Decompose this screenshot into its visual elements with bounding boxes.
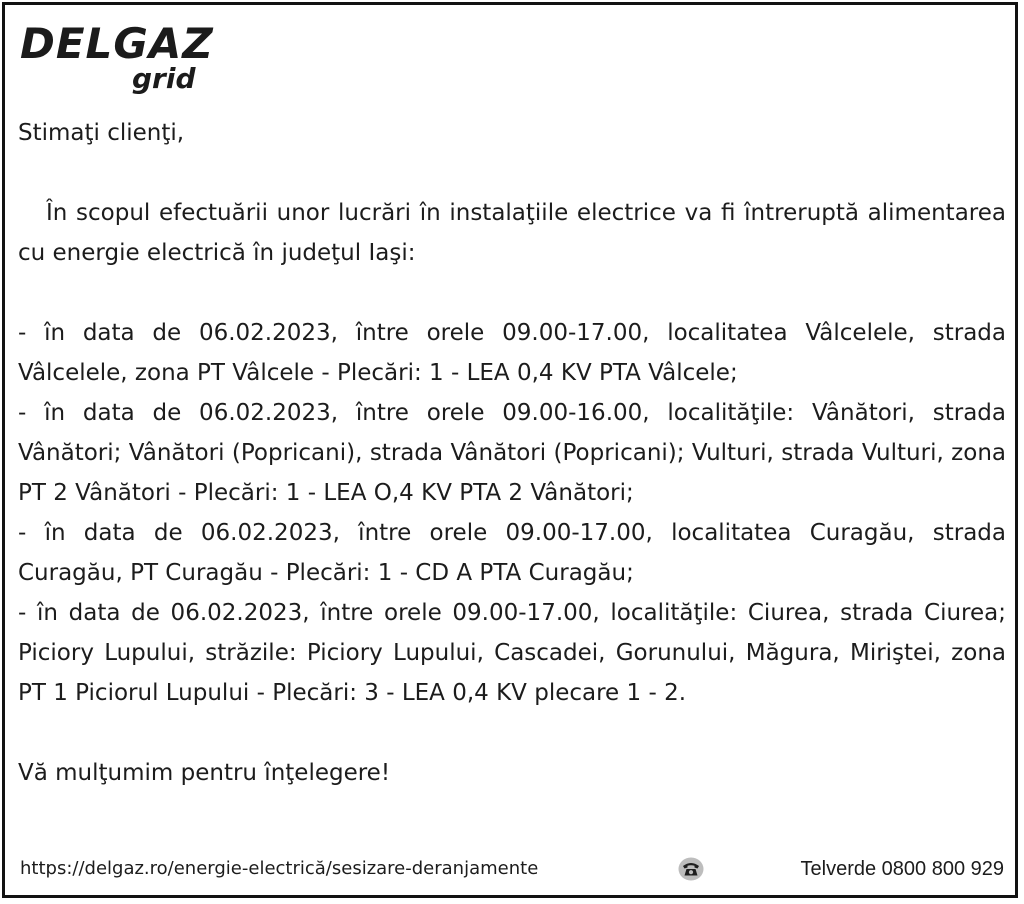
intro-paragraph: În scopul efectuării unor lucrări în instalaţiile electrice va fi întreruptă alimentarea cu energie electrică în judeţul Iaşi:: [18, 200, 1006, 266]
footer: [20, 854, 1004, 884]
telephone-icon: [678, 857, 704, 881]
notice-body: [18, 113, 1006, 793]
closing-line: Vă mulţumim pentru înţelegere!: [18, 760, 391, 786]
outage-item: - în data de 06.02.2023, între orele 09.00-17.00, localitatea Curagău, strada Curagău, PT Curagău - Plecări: 1 - CD A PTA Curagău;: [18, 520, 1006, 586]
greeting: Stimaţi clienţi,: [18, 120, 185, 146]
telverde-phone: Telverde 0800 800 929: [800, 858, 1004, 880]
outage-item: - în data de 06.02.2023, între orele 09.00-16.00, localităţile: Vânători, strada Vânători; Vânători (Popricani), strada Vânători (Popricani); Vulturi, strada Vulturi, zona PT 2 Vânători - Plecări: 1 - LEA O,4 KV PTA 2 Vânători;: [18, 400, 1006, 506]
delgaz-grid-logo: [20, 19, 220, 98]
report-url-link[interactable]: https://delgaz.ro/energie-electrică/sesizare-deranjamente: [20, 858, 539, 879]
logo-sub-text: grid: [132, 62, 196, 95]
outage-item: - în data de 06.02.2023, între orele 09.00-17.00, localităţile: Ciurea, strada Ciurea; Piciorу Lupului, străzile: Piciorу Lupului, Cascadei, Gorunului, Măgura, Mirişteі, zona PT 1 Piciorul Lupului - Plecări: 3 - LEA 0,4 KV plecare 1 - 2.: [18, 600, 1006, 706]
outage-item: - în data de 06.02.2023, între orele 09.00-17.00, localitatea Vâlcelele, strada Vâlcelele, zona PT Vâlcele - Plecări: 1 - LEA 0,4 KV PTA Vâlcele;: [18, 320, 1006, 386]
logo-main-text: DELGAZ: [20, 19, 214, 68]
